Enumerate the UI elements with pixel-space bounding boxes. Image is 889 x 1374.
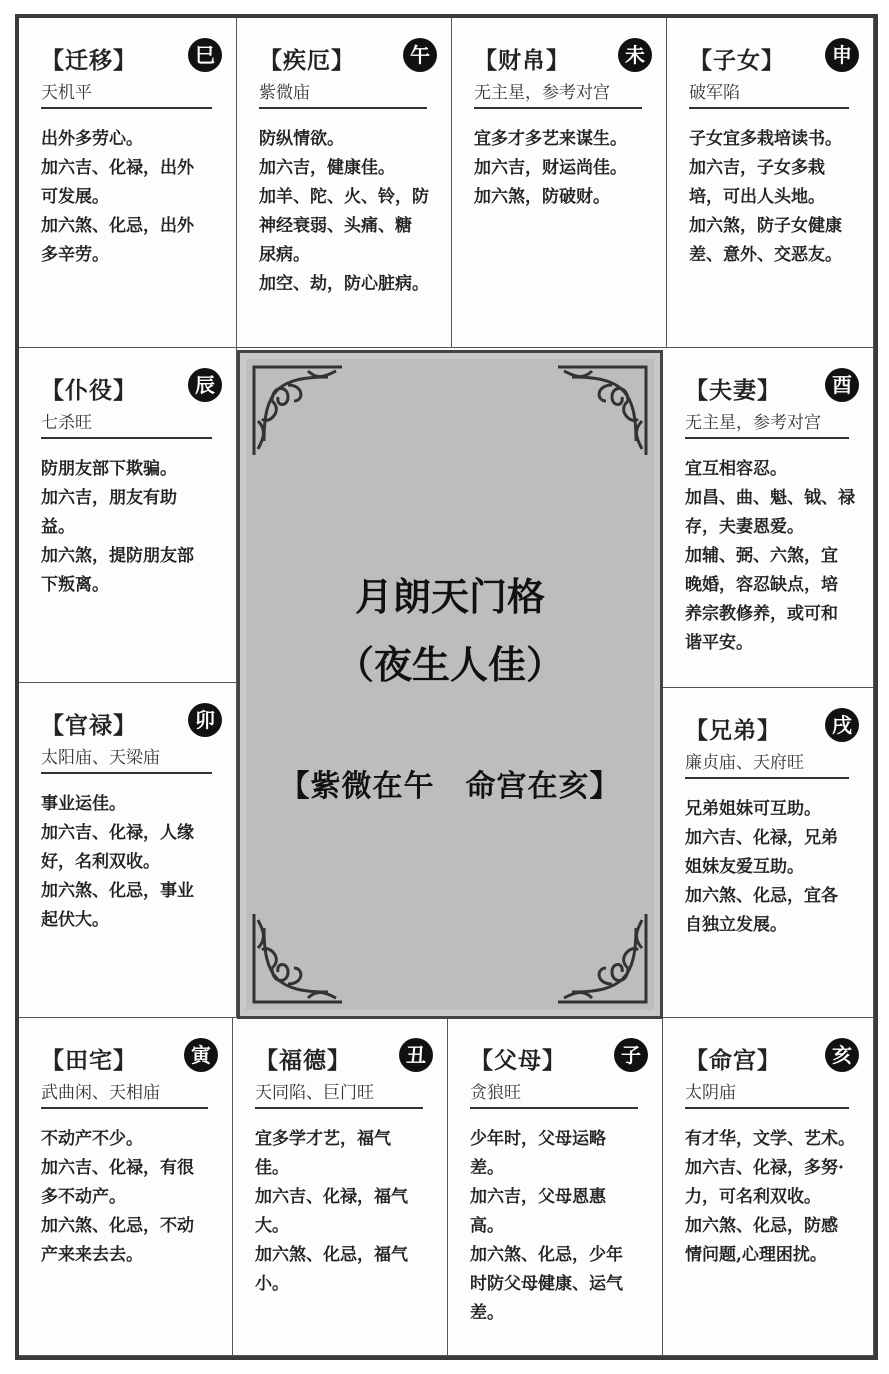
desc-line: 自独立发展。 <box>685 915 787 935</box>
desc-line: 出外多劳心。 <box>41 129 143 149</box>
pattern-title-line: 月朗天门格 <box>354 574 545 619</box>
pattern-title-line: （夜生人佳） <box>335 642 564 687</box>
center-panel <box>237 350 663 1019</box>
desc-line: 时防父母健康、运气 <box>470 1274 623 1294</box>
desc-line: 大。 <box>255 1216 289 1236</box>
palace-guanlu <box>19 683 237 1018</box>
palace-name: 【迁移】 <box>41 48 137 74</box>
palace-description <box>41 455 222 600</box>
desc-line: 小。 <box>255 1274 289 1294</box>
palace-name: 【父母】 <box>470 1048 566 1074</box>
palace-stars: 太阴庙 <box>685 1074 849 1109</box>
branch-badge: 申 <box>825 38 859 72</box>
desc-line: 加六煞、化忌，福气 <box>255 1245 408 1265</box>
desc-line: 晚婚，容忍缺点，培 <box>685 575 838 595</box>
branch-badge: 卯 <box>188 703 222 737</box>
desc-line: 防朋友部下欺骗。 <box>41 459 177 479</box>
desc-line: 加六吉、化禄，出外 <box>41 158 194 178</box>
desc-line: 神经衰弱、头痛、糖 <box>259 216 412 236</box>
desc-line: 差、意外、交恶友。 <box>689 245 842 265</box>
palace-stars: 天机平 <box>41 74 212 109</box>
desc-line: 培，可出人头地。 <box>689 187 825 207</box>
desc-line: 差。 <box>470 1303 504 1323</box>
palace-name: 【疾厄】 <box>259 48 355 74</box>
desc-line: 好，名利双收。 <box>41 852 160 872</box>
palace-name: 【田宅】 <box>41 1048 137 1074</box>
palace-qianyi <box>19 18 237 348</box>
palace-fuqi <box>663 348 874 688</box>
palace-name: 【官禄】 <box>41 713 137 739</box>
desc-line: 力，可名利双收。 <box>685 1187 821 1207</box>
desc-line: 事业运佳。 <box>41 794 126 814</box>
desc-line: 存，夫妻恩爱。 <box>685 517 804 537</box>
branch-badge: 巳 <box>188 38 222 72</box>
desc-line: 加六吉，朋友有助 <box>41 488 177 508</box>
desc-line: 姐妹友爱互助。 <box>685 857 804 877</box>
scroll-ornament-icon <box>248 908 348 1008</box>
palace-stars: 七杀旺 <box>41 404 212 439</box>
palace-ming <box>663 1018 874 1356</box>
desc-line: 加六煞、化忌，不动 <box>41 1216 194 1236</box>
desc-line: 高。 <box>470 1216 504 1236</box>
desc-line: 加六吉、化禄，兄弟 <box>685 828 838 848</box>
palace-description <box>689 125 859 270</box>
desc-line: 不动产不少。 <box>41 1129 143 1149</box>
desc-line: 加六吉、化禄，人缘 <box>41 823 194 843</box>
desc-line: 加羊、陀、火、铃，防 <box>259 187 429 207</box>
desc-line: 加六吉、化禄，多努· <box>685 1158 844 1178</box>
desc-line: 尿病。 <box>259 245 310 265</box>
desc-line: 加六煞、化忌，事业 <box>41 881 194 901</box>
desc-line: 情问题,心理困扰。 <box>685 1245 827 1265</box>
pattern-subtitle: 【紫微在午 命宫在亥】 <box>279 769 621 804</box>
desc-line: 起伏大。 <box>41 910 109 930</box>
desc-line: 加六吉、化禄，有很 <box>41 1158 194 1178</box>
desc-line: 产来来去去。 <box>41 1245 143 1265</box>
palace-name: 【命宫】 <box>685 1048 781 1074</box>
palace-description <box>685 1125 859 1270</box>
desc-line: 多辛劳。 <box>41 245 109 265</box>
desc-line: 有才华，文学、艺术。 <box>685 1129 855 1149</box>
palace-description <box>41 125 222 270</box>
desc-line: 防纵情欲。 <box>259 129 344 149</box>
desc-line: 加辅、弼、六煞，宜 <box>685 546 838 566</box>
branch-badge: 酉 <box>825 368 859 402</box>
palace-description <box>41 790 222 935</box>
palace-stars: 无主星，参考对宫 <box>685 404 849 439</box>
desc-line: 下叛离。 <box>41 575 109 595</box>
palace-description <box>259 125 437 299</box>
palace-description <box>474 125 652 212</box>
palace-name: 【福德】 <box>255 1048 351 1074</box>
desc-line: 宜多学才艺，福气 <box>255 1129 391 1149</box>
branch-badge: 辰 <box>188 368 222 402</box>
palace-name: 【仆役】 <box>41 378 137 404</box>
palace-name: 【子女】 <box>689 48 785 74</box>
palace-description <box>685 795 859 940</box>
desc-line: 多不动产。 <box>41 1187 126 1207</box>
desc-line: 加六吉，子女多栽 <box>689 158 825 178</box>
palace-jie <box>237 18 452 348</box>
palace-name: 【夫妻】 <box>685 378 781 404</box>
scroll-ornament-icon <box>552 908 652 1008</box>
desc-line: 宜互相容忍。 <box>685 459 787 479</box>
desc-line: 加六吉，父母恩惠 <box>470 1187 606 1207</box>
palace-stars: 太阳庙、天梁庙 <box>41 739 212 774</box>
desc-line: 养宗教修养，或可和 <box>685 604 838 624</box>
desc-line: 加六煞，提防朋友部 <box>41 546 194 566</box>
scroll-ornament-icon <box>248 361 348 461</box>
branch-badge: 丑 <box>399 1038 433 1072</box>
palace-stars: 廉贞庙、天府旺 <box>685 744 849 779</box>
desc-line: 益。 <box>41 517 75 537</box>
desc-line: 加六煞、化忌，宜各 <box>685 886 838 906</box>
palace-stars: 紫微庙 <box>259 74 427 109</box>
branch-badge: 子 <box>614 1038 648 1072</box>
desc-line: 加六煞、化忌，出外 <box>41 216 194 236</box>
branch-badge: 寅 <box>184 1038 218 1072</box>
palace-stars: 贪狼旺 <box>470 1074 638 1109</box>
palace-stars: 武曲闲、天相庙 <box>41 1074 208 1109</box>
branch-badge: 戌 <box>825 708 859 742</box>
palace-puyi <box>19 348 237 683</box>
palace-name: 【兄弟】 <box>685 718 781 744</box>
desc-line: 加六煞，防破财。 <box>474 187 610 207</box>
palace-stars: 无主星，参考对宫 <box>474 74 642 109</box>
palace-description <box>41 1125 218 1270</box>
desc-line: 可发展。 <box>41 187 109 207</box>
palace-name: 【财帛】 <box>474 48 570 74</box>
palace-caibo <box>452 18 667 348</box>
desc-line: 加六煞、化忌，防感 <box>685 1216 838 1236</box>
palace-stars: 破军陷 <box>689 74 849 109</box>
desc-line: 加六煞，防子女健康 <box>689 216 842 236</box>
palace-zinv <box>667 18 874 348</box>
desc-line: 兄弟姐妹可互助。 <box>685 799 821 819</box>
desc-line: 子女宜多栽培读书。 <box>689 129 842 149</box>
palace-tianzhai <box>19 1018 233 1356</box>
pattern-title <box>240 563 660 699</box>
palace-fude <box>233 1018 448 1356</box>
desc-line: 差。 <box>470 1158 504 1178</box>
desc-line: 谐平安。 <box>685 633 753 653</box>
scroll-ornament-icon <box>552 361 652 461</box>
desc-line: 加六煞、化忌，少年 <box>470 1245 623 1265</box>
palace-description <box>470 1125 648 1328</box>
palace-xiongdi <box>663 688 874 1018</box>
desc-line: 加昌、曲、魁、钺、禄 <box>685 488 855 508</box>
branch-badge: 亥 <box>825 1038 859 1072</box>
palace-description <box>685 455 859 658</box>
desc-line: 加六吉，财运尚佳。 <box>474 158 627 178</box>
palace-stars: 天同陷、巨门旺 <box>255 1074 423 1109</box>
palace-description <box>255 1125 433 1299</box>
desc-line: 少年时，父母运略 <box>470 1129 606 1149</box>
desc-line: 佳。 <box>255 1158 289 1178</box>
desc-line: 加六吉，健康佳。 <box>259 158 395 178</box>
branch-badge: 午 <box>403 38 437 72</box>
palace-fumu <box>448 1018 663 1356</box>
desc-line: 加空、劫，防心脏病。 <box>259 274 429 294</box>
desc-line: 宜多才多艺来谋生。 <box>474 129 627 149</box>
branch-badge: 未 <box>618 38 652 72</box>
desc-line: 加六吉、化禄，福气 <box>255 1187 408 1207</box>
